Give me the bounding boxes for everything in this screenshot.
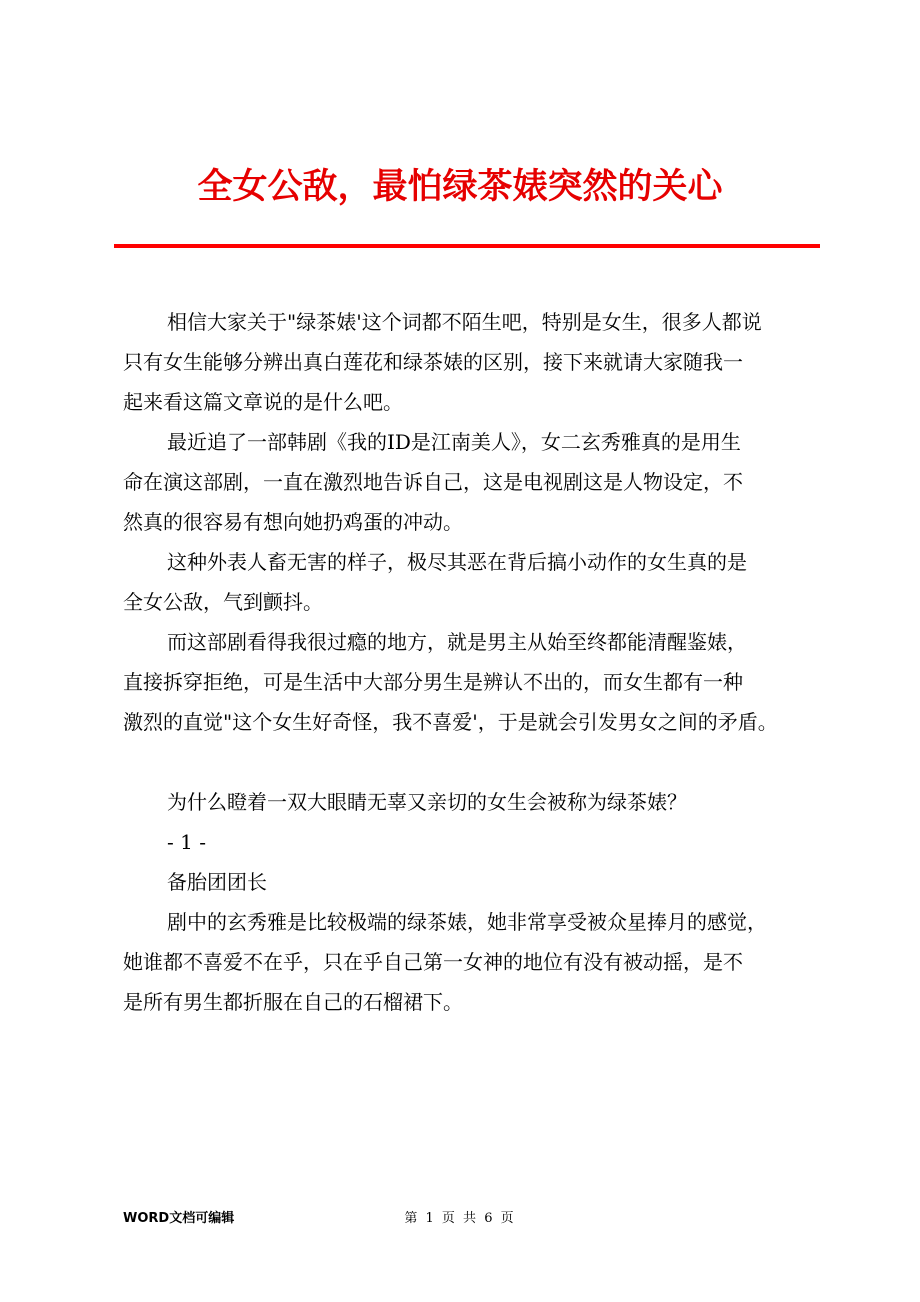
text-line: 只有女生能够分辨出真白莲花和绿茶婊的区别，接下来就请大家随我一 xyxy=(123,350,743,374)
text-line: 然真的很容易有想向她扔鸡蛋的冲动。 xyxy=(123,510,463,534)
title-divider xyxy=(114,244,820,248)
footer-page-number: 第 1 页 共 6 页 xyxy=(404,1211,516,1226)
text-line: 激烈的直觉"这个女生好奇怪，我不喜爱'，于是就会引发男女之间的矛盾。 xyxy=(123,710,778,734)
text-line: 起来看这篇文章说的是什么吧。 xyxy=(123,390,403,414)
document-title: 全女公敌，最怕绿茶婊突然的关心 xyxy=(197,167,723,207)
paragraph-section xyxy=(123,902,818,1022)
text-line: 这种外表人畜无害的样子，极尽其恶在背后搞小动作的女生真的是 xyxy=(167,550,747,574)
footer-editable-note: WORD文档可编辑 xyxy=(123,1211,235,1226)
paragraph-drama xyxy=(123,422,818,542)
text-line: 她谁都不喜爱不在乎，只在乎自己第一女神的地位有没有被动摇，是不 xyxy=(123,950,743,974)
section-number: - 1 - xyxy=(167,830,206,854)
text-line: 是所有男生都折服在自己的石榴裙下。 xyxy=(123,990,463,1014)
page-footer xyxy=(0,1207,920,1227)
text-line: 而这部剧看得我很过瘾的地方，就是男主从始至终都能清醒鉴婊， xyxy=(167,630,747,654)
text-line: 最近追了一部韩剧《我的ID是江南美人》，女二玄秀雅真的是用生 xyxy=(167,430,741,454)
question-line: 为什么瞪着一双大眼睛无辜又亲切的女生会被称为绿茶婊？ xyxy=(167,790,687,814)
text-line: 剧中的玄秀雅是比较极端的绿茶婊，她非常享受被众星捧月的感觉， xyxy=(167,910,767,934)
text-line: 相信大家关于"绿茶婊'这个词都不陌生吧，特别是女生，很多人都说 xyxy=(167,310,762,334)
paragraph-intro xyxy=(123,302,818,422)
text-line: 全女公敌，气到颤抖。 xyxy=(123,590,323,614)
blank-line xyxy=(123,742,818,782)
section-title: 备胎团团长 xyxy=(167,870,267,894)
paragraph-male-lead xyxy=(123,622,818,742)
document-body xyxy=(123,302,818,1022)
paragraph-enemy xyxy=(123,542,818,622)
text-line: 直接拆穿拒绝，可是生活中大部分男生是辨认不出的，而女生都有一种 xyxy=(123,670,743,694)
text-line: 命在演这部剧，一直在激烈地告诉自己，这是电视剧这是人物设定，不 xyxy=(123,470,743,494)
